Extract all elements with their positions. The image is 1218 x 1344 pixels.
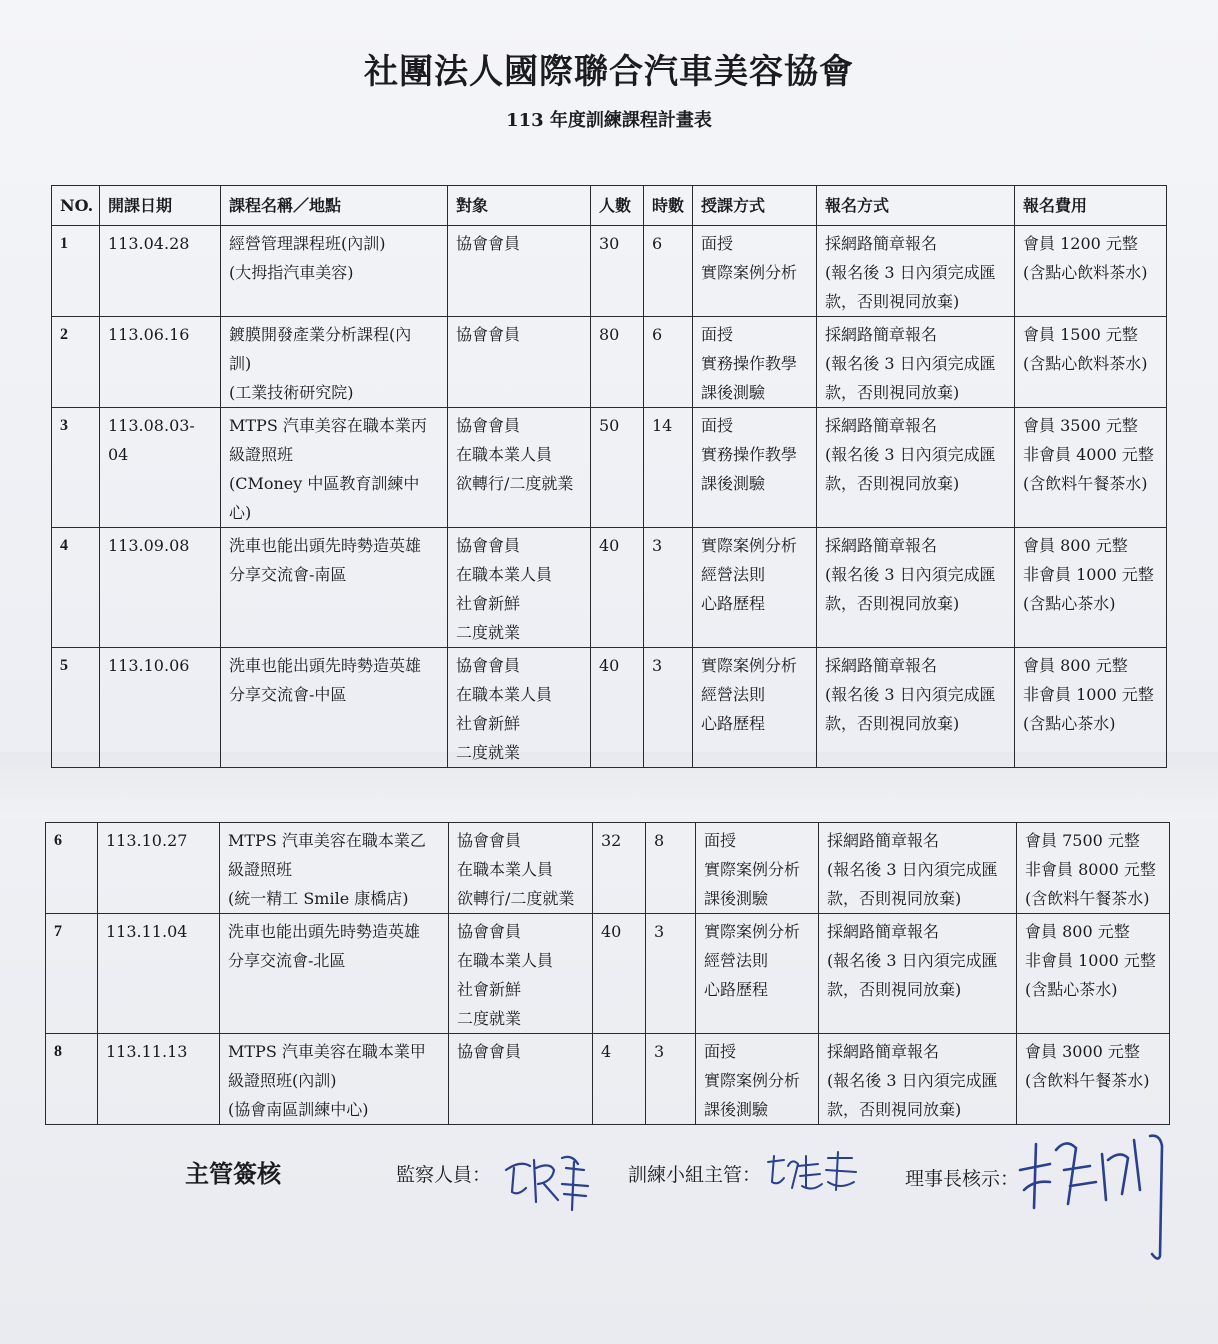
header-hours: 時數 [644,186,693,226]
cell-course [220,823,449,914]
cell-people: 80 [591,317,644,408]
cell-course-line: 級證照班 [229,445,294,464]
cell-fee-line: (含點心茶水) [1023,714,1116,733]
cell-register-line: 款，否則視同放棄) [825,383,960,402]
cell-fee-line: (含飲料午餐茶水) [1023,474,1148,493]
cell-course-line: MTPS 汽車美容在職本業丙 [229,416,427,435]
cell-register-line: (報名後 3 日內須完成匯 [825,685,996,704]
cell-fee-line: (含點心茶水) [1023,594,1116,613]
cell-method-line: 心路歷程 [704,980,769,999]
header-register: 報名方式 [817,186,1015,226]
cell-method-line: 經營法則 [704,951,769,970]
chairman-signature [1010,1130,1180,1270]
cell-target-line: 協會會員 [456,325,521,344]
cell-target-line: 二度就業 [457,1009,522,1028]
cell-course [221,648,448,768]
cell-method-line: 心路歷程 [701,594,766,613]
cell-register-line: 採網路簡章報名 [827,1042,940,1061]
cell-date: 113.04.28 [100,226,221,317]
cell-date: 113.08.03-04 [100,408,221,528]
cell-method [696,823,819,914]
table-row [52,317,1167,408]
cell-register [819,914,1017,1034]
cell-no: 2 [52,317,100,408]
table-row [46,823,1170,914]
cell-method [693,408,817,528]
cell-target-line: 社會新鮮 [456,714,521,733]
cell-method-line: 實際案例分析 [701,656,798,675]
cell-method-line: 面授 [704,1042,737,1061]
cell-course-line: (統一精工 Smile 康橋店) [228,889,409,908]
cell-course-line: 鍍膜開發產業分析課程(內 [229,325,412,344]
cell-target-line: 協會會員 [456,536,521,555]
cell-no: 5 [52,648,100,768]
header-fee: 報名費用 [1015,186,1167,226]
cell-register-line: (報名後 3 日內須完成匯 [825,445,996,464]
cell-method [696,914,819,1034]
cell-method [693,528,817,648]
cell-fee-line: (含點心茶水) [1025,980,1118,999]
cell-register-line: (報名後 3 日內須完成匯 [825,565,996,584]
cell-hours: 8 [646,823,696,914]
cell-course-line: (大拇指汽車美容) [229,263,354,282]
cell-target-line: 協會會員 [456,656,521,675]
signoff-section [0,1148,1218,1288]
cell-fee-line: (含飲料午餐茶水) [1025,1071,1150,1090]
cell-hours: 3 [644,528,693,648]
cell-target-line: 在職本業人員 [456,565,553,584]
cell-course [220,1034,449,1125]
cell-hours: 3 [646,914,696,1034]
cell-method-line: 實際案例分析 [704,1071,801,1090]
chairman-label: 理事長核示： [905,1168,1020,1190]
cell-register-line: 款，否則視同放棄) [827,889,962,908]
cell-hours: 14 [644,408,693,528]
cell-target-line: 在職本業人員 [456,445,553,464]
cell-register-line: 採網路簡章報名 [827,922,940,941]
header-method: 授課方式 [693,186,817,226]
cell-fee-line: (含點心飲料茶水) [1023,263,1148,282]
cell-method-line: 實際案例分析 [701,263,798,282]
cell-target-line: 二度就業 [456,623,521,642]
cell-register-line: 採網路簡章報名 [825,325,938,344]
cell-date: 113.10.27 [98,823,220,914]
cell-register [819,823,1017,914]
cell-course [221,528,448,648]
cell-fee-line: (含點心飲料茶水) [1023,354,1148,373]
cell-target-line: 在職本業人員 [456,685,553,704]
cell-target [448,648,591,768]
cell-method-line: 實務操作教學 [701,445,798,464]
cell-register-line: 款，否則視同放棄) [827,980,962,999]
cell-people: 40 [593,914,646,1034]
cell-course-line: 洗車也能出頭先時勢造英雄 [229,536,422,555]
cell-no: 6 [46,823,98,914]
cell-fee [1017,823,1170,914]
cell-register-line: 款，否則視同放棄) [825,594,960,613]
document-subtitle: 113 年度訓練課程計畫表 [506,110,712,131]
table-header-row [52,186,1167,226]
cell-course-line: 洗車也能出頭先時勢造英雄 [228,922,421,941]
cell-course-line: 心) [229,503,252,522]
cell-fee-line: 會員 1200 元整 [1023,234,1138,253]
cell-register-line: (報名後 3 日內須完成匯 [825,263,996,282]
cell-people: 32 [593,823,646,914]
cell-course-line: MTPS 汽車美容在職本業甲 [228,1042,426,1061]
cell-target-line: 社會新鮮 [456,594,521,613]
cell-date: 113.10.06 [100,648,221,768]
cell-target [448,226,591,317]
cell-no: 3 [52,408,100,528]
header-date: 開課日期 [100,186,221,226]
course-plan-table-lower [45,822,1170,1125]
cell-course-line: (協會南區訓練中心) [228,1100,369,1119]
cell-hours: 6 [644,226,693,317]
cell-register [817,317,1015,408]
table-row [46,914,1170,1034]
cell-register-line: 採網路簡章報名 [825,656,938,675]
cell-fee-line: 會員 800 元整 [1025,922,1130,941]
cell-target-line: 協會會員 [457,1042,522,1061]
cell-register-line: (報名後 3 日內須完成匯 [827,860,998,879]
cell-register [817,528,1015,648]
cell-fee-line: 會員 1500 元整 [1023,325,1138,344]
cell-no: 7 [46,914,98,1034]
cell-method-line: 面授 [701,416,734,435]
header-course: 課程名稱／地點 [221,186,448,226]
cell-method-line: 課後測驗 [704,889,769,908]
cell-course-line: (工業技術研究院) [229,383,354,402]
cell-method-line: 面授 [701,234,734,253]
cell-course-line: 經營管理課程班(內訓) [229,234,386,253]
cell-fee [1015,317,1167,408]
cell-people: 4 [593,1034,646,1125]
cell-register-line: 採網路簡章報名 [827,831,940,850]
cell-fee [1015,648,1167,768]
cell-fee [1015,528,1167,648]
cell-method-line: 課後測驗 [704,1100,769,1119]
cell-date: 113.06.16 [100,317,221,408]
cell-target-line: 協會會員 [456,416,521,435]
course-plan-table-upper [51,185,1167,768]
cell-fee-line: 會員 800 元整 [1023,536,1128,555]
cell-fee-line: 會員 800 元整 [1023,656,1128,675]
cell-method [693,317,817,408]
cell-target-line: 在職本業人員 [457,860,554,879]
cell-people: 40 [591,648,644,768]
supervisor-signature [500,1148,596,1218]
cell-method [693,226,817,317]
table-row [46,1034,1170,1125]
table-row [52,528,1167,648]
cell-register [819,1034,1017,1125]
header-no: NO. [52,186,100,226]
header-target: 對象 [448,186,591,226]
cell-date: 113.11.04 [98,914,220,1034]
cell-fee-line: 會員 3000 元整 [1025,1042,1140,1061]
cell-target [448,317,591,408]
cell-target-line: 社會新鮮 [457,980,522,999]
cell-register-line: 採網路簡章報名 [825,416,938,435]
cell-fee [1017,914,1170,1034]
cell-register-line: 採網路簡章報名 [825,234,938,253]
cell-course-line: 分享交流會-南區 [229,565,347,584]
cell-method-line: 課後測驗 [701,474,766,493]
cell-register [817,226,1015,317]
cell-fee [1015,408,1167,528]
training-lead-label: 訓練小組主管： [628,1164,762,1186]
cell-date: 113.11.13 [98,1034,220,1125]
cell-hours: 6 [644,317,693,408]
cell-people: 40 [591,528,644,648]
cell-target [448,528,591,648]
header-people: 人數 [591,186,644,226]
cell-register-line: 款，否則視同放棄) [827,1100,962,1119]
cell-method-line: 心路歷程 [701,714,766,733]
table-row [52,648,1167,768]
cell-target-line: 二度就業 [456,743,521,762]
cell-hours: 3 [644,648,693,768]
signoff-title: 主管簽核 [185,1160,281,1188]
table-row [52,226,1167,317]
cell-method-line: 實際案例分析 [704,922,801,941]
cell-fee-line: 會員 3500 元整 [1023,416,1138,435]
cell-people: 50 [591,408,644,528]
cell-course-line: (CMoney 中區教育訓練中 [229,474,420,493]
cell-method-line: 實務操作教學 [701,354,798,373]
cell-target-line: 欲轉行/二度就業 [456,474,574,493]
cell-fee-line: 非會員 8000 元整 [1025,860,1156,879]
cell-no: 8 [46,1034,98,1125]
cell-fee-line: 非會員 1000 元整 [1023,685,1154,704]
cell-hours: 3 [646,1034,696,1125]
cell-course-line: 分享交流會-北區 [228,951,346,970]
cell-no: 4 [52,528,100,648]
cell-target [448,408,591,528]
cell-fee-line: 會員 7500 元整 [1025,831,1140,850]
cell-course-line: MTPS 汽車美容在職本業乙 [228,831,426,850]
cell-date: 113.09.08 [100,528,221,648]
cell-register-line: 款，否則視同放棄) [825,714,960,733]
cell-target-line: 欲轉行/二度就業 [457,889,575,908]
cell-method-line: 面授 [701,325,734,344]
cell-method-line: 課後測驗 [701,383,766,402]
cell-course-line: 分享交流會-中區 [229,685,347,704]
cell-register-line: 款，否則視同放棄) [825,474,960,493]
cell-method [696,1034,819,1125]
cell-target-line: 協會會員 [456,234,521,253]
cell-register [817,408,1015,528]
cell-register-line: 款，否則視同放棄) [825,292,960,311]
cell-target [449,823,593,914]
cell-fee-line: 非會員 4000 元整 [1023,445,1154,464]
cell-fee [1017,1034,1170,1125]
cell-method-line: 經營法則 [701,565,766,584]
cell-course [221,408,448,528]
cell-register-line: 採網路簡章報名 [825,536,938,555]
cell-no: 1 [52,226,100,317]
training-lead-signature [762,1148,862,1198]
cell-method-line: 實際案例分析 [701,536,798,555]
cell-target-line: 協會會員 [457,922,522,941]
cell-course [221,317,448,408]
cell-register-line: (報名後 3 日內須完成匯 [827,951,998,970]
cell-fee-line: 非會員 1000 元整 [1023,565,1154,584]
cell-target-line: 在職本業人員 [457,951,554,970]
cell-target-line: 協會會員 [457,831,522,850]
cell-course-line: 訓) [229,354,252,373]
table-row [52,408,1167,528]
cell-register-line: (報名後 3 日內須完成匯 [827,1071,998,1090]
cell-register [817,648,1015,768]
cell-method-line: 實際案例分析 [704,860,801,879]
cell-target [449,914,593,1034]
cell-course-line: 級證照班(內訓) [228,1071,337,1090]
cell-fee-line: 非會員 1000 元整 [1025,951,1156,970]
cell-register-line: (報名後 3 日內須完成匯 [825,354,996,373]
supervisor-label: 監察人員： [396,1164,492,1186]
cell-method [693,648,817,768]
cell-fee [1015,226,1167,317]
cell-target [449,1034,593,1125]
cell-fee-line: (含飲料午餐茶水) [1025,889,1150,908]
cell-course-line: 級證照班 [228,860,293,879]
cell-course [221,226,448,317]
cell-people: 30 [591,226,644,317]
cell-course-line: 洗車也能出頭先時勢造英雄 [229,656,422,675]
cell-course [220,914,449,1034]
cell-method-line: 經營法則 [701,685,766,704]
cell-method-line: 面授 [704,831,737,850]
document-title: 社團法人國際聯合汽車美容協會 [364,52,854,92]
